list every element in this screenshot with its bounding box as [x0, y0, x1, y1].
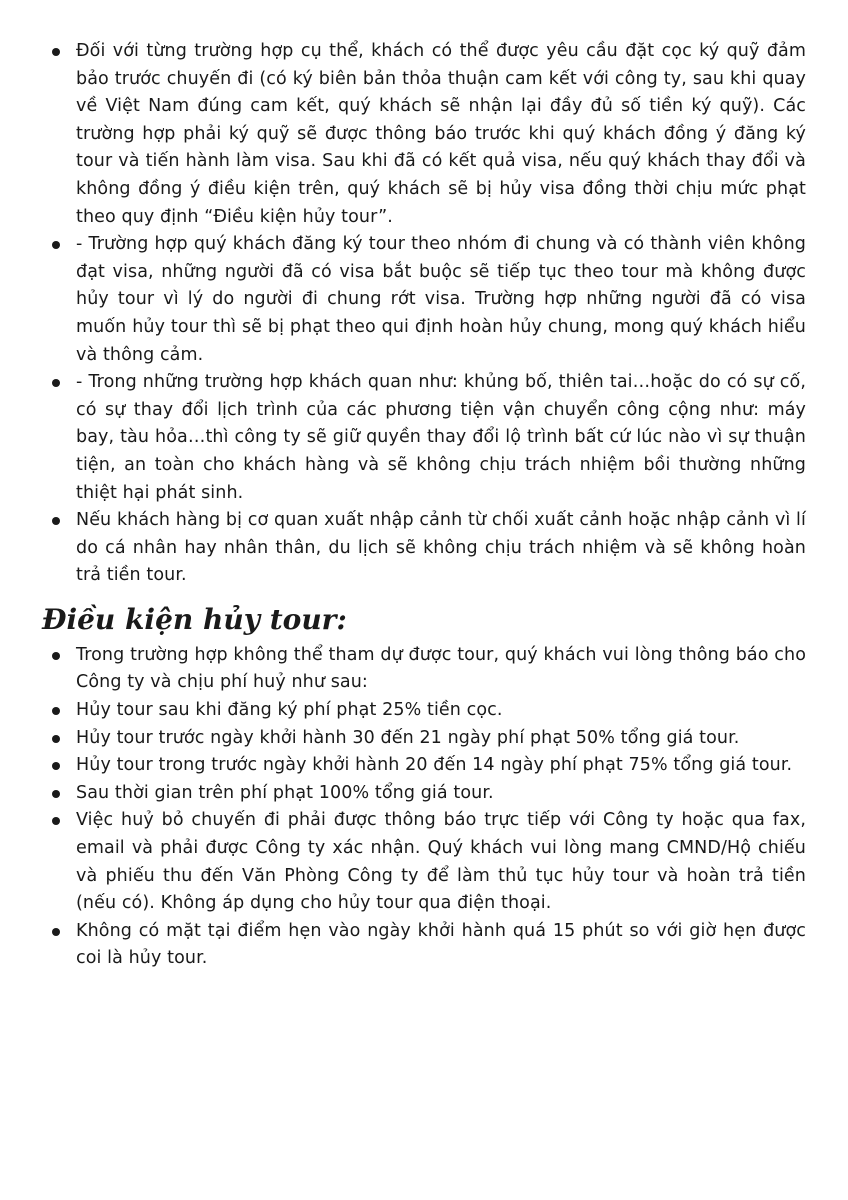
list-item-text: Không có mặt tại điểm hẹn vào ngày khởi hành quá 15 phút so với giờ hẹn được coi là hủy tour. — [76, 920, 806, 969]
list-item-text: Trong trường hợp không thể tham dự được tour, quý khách vui lòng thông báo cho Công ty và chịu phí huỷ như sau: — [76, 644, 806, 693]
bullet-icon — [52, 928, 60, 936]
list-item-text: Hủy tour trong trước ngày khởi hành 20 đến 14 ngày phí phạt 75% tổng giá tour. — [76, 755, 793, 776]
bullet-icon — [52, 790, 60, 798]
list-item — [42, 369, 806, 507]
list-item-text: Nếu khách hàng bị cơ quan xuất nhập cảnh từ chối xuất cảnh hoặc nhập cảnh vì lí do cá nhân hay nhân thân, du lịch sẽ không chịu trách nhiệm và sẽ không hoàn trả tiền tour. — [76, 510, 806, 586]
bullet-icon — [52, 707, 60, 715]
list-item — [42, 507, 806, 590]
bullet-icon — [52, 379, 60, 387]
list-item-text: Hủy tour sau khi đăng ký phí phạt 25% tiền cọc. — [76, 700, 503, 721]
list-item-text: Việc huỷ bỏ chuyến đi phải được thông báo trực tiếp với Công ty hoặc qua fax, email và phải được Công ty xác nhận. Quý khách vui lòng mang CMND/Hộ chiếu và phiếu thu đến Văn Phòng Công ty để làm thủ tục hủy tour và hoàn trả tiền (nếu có). Không áp dụng cho hủy tour qua điện thoại. — [76, 810, 806, 914]
list-item — [42, 807, 806, 917]
bullet-icon — [52, 48, 60, 56]
bullet-icon — [52, 241, 60, 249]
section-title-cancellation: Điều kiện hủy tour: — [42, 602, 347, 636]
list-item — [42, 642, 806, 697]
list-item — [42, 38, 806, 231]
list-item — [42, 725, 806, 753]
bullet-icon — [52, 817, 60, 825]
list-item-text: Đối với từng trường hợp cụ thể, khách có thể được yêu cầu đặt cọc ký quỹ đảm bảo trước chuyến đi (có ký biên bản thỏa thuận cam kết với công ty, sau khi quay về Việt Nam đúng cam kết, quý khách sẽ nhận lại đầy đủ số tiền ký quỹ). Các trường hợp phải ký quỹ sẽ được thông báo trước khi quý khách đồng ý đăng ký tour và tiến hành làm visa. Sau khi đã có kết quả visa, nếu quý khách thay đổi và không đồng ý điều kiện trên, quý khách sẽ bị hủy visa đồng thời chịu mức phạt theo quy định “Điều kiện hủy tour”. — [76, 41, 806, 227]
list-item — [42, 697, 806, 725]
bullet-icon — [52, 762, 60, 770]
list-item-text: - Trường hợp quý khách đăng ký tour theo nhóm đi chung và có thành viên không đạt visa, những người đã có visa bắt buộc sẽ tiếp tục theo tour mà không được hủy tour vì lý do người đi chung rớt visa. Trường hợp những người đã có visa muốn hủy tour thì sẽ bị phạt theo qui định hoàn hủy chung, mong quý khách hiểu và thông cảm. — [76, 234, 806, 365]
bullet-icon — [52, 517, 60, 525]
list-item-text: Hủy tour trước ngày khởi hành 30 đến 21 ngày phí phạt 50% tổng giá tour. — [76, 727, 740, 748]
cancellation-list — [42, 642, 806, 973]
list-item — [42, 231, 806, 369]
bullet-icon — [52, 652, 60, 660]
list-item — [42, 752, 806, 780]
notes-list — [42, 38, 806, 590]
list-item-text: Sau thời gian trên phí phạt 100% tổng giá tour. — [76, 782, 494, 803]
list-item-text: - Trong những trường hợp khách quan như: khủng bố, thiên tai…hoặc do có sự cố, có sự thay đổi lịch trình của các phương tiện vận chuyển công cộng như: máy bay, tàu hỏa…thì công ty sẽ giữ quyền thay đổi lộ trình bất cứ lúc nào vì sự thuận tiện, an toàn cho khách hàng và sẽ không chịu trách nhiệm bồi thường những thiệt hại phát sinh. — [76, 372, 806, 503]
list-item — [42, 780, 806, 808]
bullet-icon — [52, 735, 60, 743]
list-item — [42, 918, 806, 973]
